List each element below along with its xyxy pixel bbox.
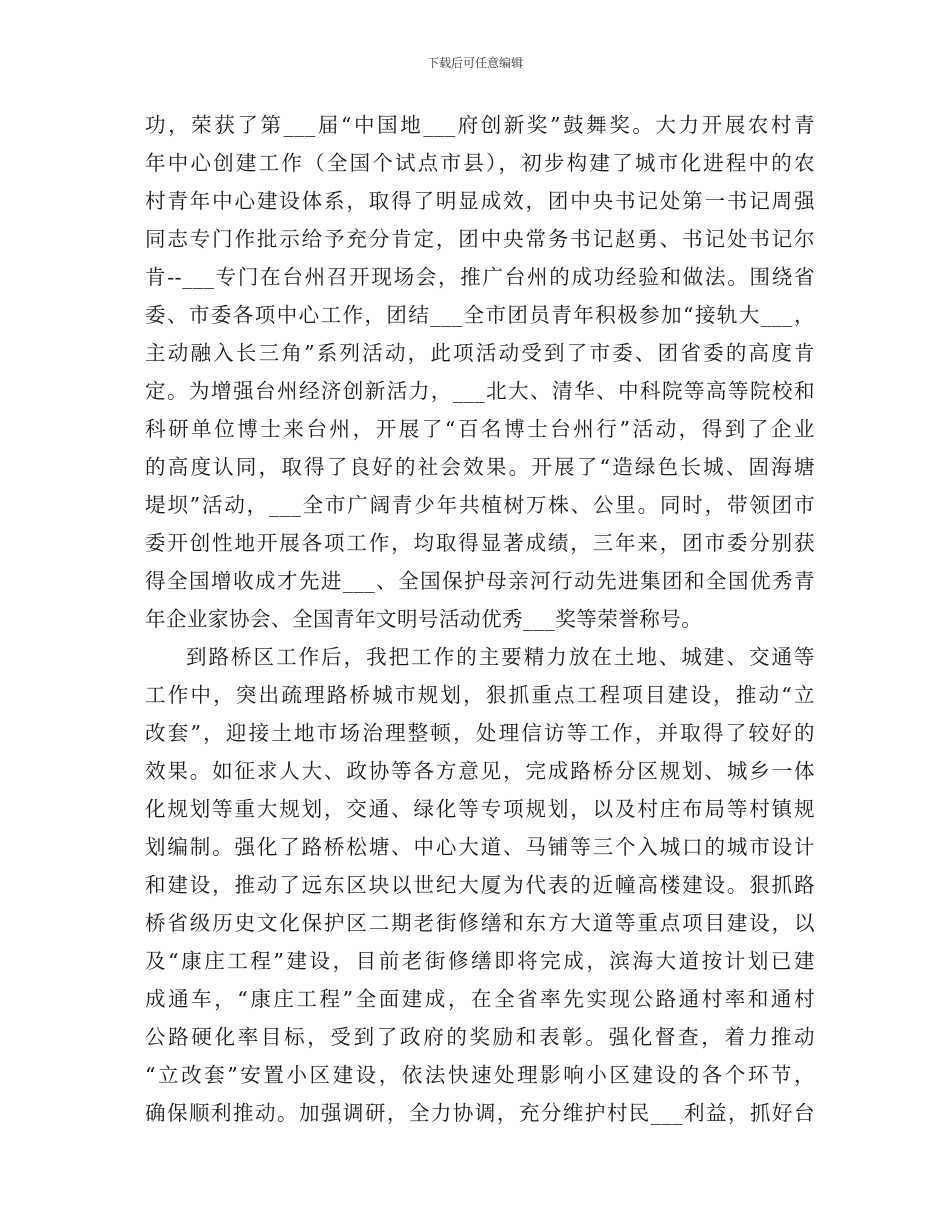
text-line: 定。为增强台州经济创新活力，___北大、清华、中科院等高等院校和 [145,379,815,403]
text-line: 确保顺利推动。加强调研，全力协调，充分维护村民___利益，抓好台 [145,1101,815,1125]
text-line: 的高度认同，取得了良好的社会效果。开展了“造绿色长城、固海塘 [145,455,815,479]
text-line: 年中心创建工作（全国个试点市县），初步构建了城市化进程中的农 [145,151,815,175]
text-line: 公路硬化率目标，受到了政府的奖励和表彰。强化督查，着力推动 [145,1025,815,1049]
paragraph-1 [145,106,815,638]
text-line: 得全国增收成才先进___、全国保护母亲河行动先进集团和全国优秀青 [145,569,815,593]
text-line: “立改套”安置小区建设，依法快速处理影响小区建设的各个环节， [145,1063,815,1087]
text-line: 和建设，推动了远东区块以世纪大厦为代表的近幢高楼建设。狠抓路 [145,873,815,897]
text-line: 成通车，“康庄工程”全面建成，在全省率先实现公路通村率和通村 [145,987,815,1011]
text-line: 年企业家协会、全国青年文明号活动优秀___奖等荣誉称号。 [145,607,703,631]
text-line: 堤坝”活动，___全市广阔青少年共植树万株、公里。同时，带领团市 [145,493,815,517]
text-line: 委、市委各项中心工作，团结___全市团员青年积极参加“接轨大___， [145,303,815,327]
text-line: 到路桥区工作后，我把工作的主要精力放在土地、城建、交通等 [186,645,815,669]
page-header: 下载后可任意编辑 [426,56,523,70]
text-line: 功，荣获了第___届“中国地___府创新奖”鼓舞奖。大力开展农村青 [145,113,815,137]
text-line: 肯--___专门在台州召开现场会，推广台州的成功经验和做法。围绕省 [145,265,815,289]
text-line: 委开创性地开展各项工作，均取得显著成绩，三年来，团市委分别获 [145,531,815,555]
text-line: 工作中，突出疏理路桥城市规划，狠抓重点工程项目建设，推动“立 [145,683,815,707]
text-line: 改套”，迎接土地市场治理整顿，处理信访等工作，并取得了较好的 [145,721,815,745]
text-line: 桥省级历史文化保护区二期老街修缮和东方大道等重点项目建设，以 [145,911,815,935]
text-line: 化规划等重大规划，交通、绿化等专项规划，以及村庄布局等村镇规 [145,797,815,821]
text-line: 效果。如征求人大、政协等各方意见，完成路桥分区规划、城乡一体 [145,759,815,783]
text-line: 科研单位博士来台州，开展了“百名博士台州行”活动，得到了企业 [145,417,815,441]
document-body [145,106,815,1132]
text-line: 及“康庄工程”建设，目前老街修缮即将完成，滨海大道按计划已建 [145,949,815,973]
text-line: 同志专门作批示给予充分肯定，团中央常务书记赵勇、书记处书记尔 [145,227,815,251]
text-line: 村青年中心建设体系，取得了明显成效，团中央书记处第一书记周强 [145,189,815,213]
paragraph-2 [145,638,815,1132]
text-line: 主动融入长三角”系列活动，此项活动受到了市委、团省委的高度肯 [145,341,815,365]
text-line: 划编制。强化了路桥松塘、中心大道、马铺等三个入城口的城市设计 [145,835,815,859]
